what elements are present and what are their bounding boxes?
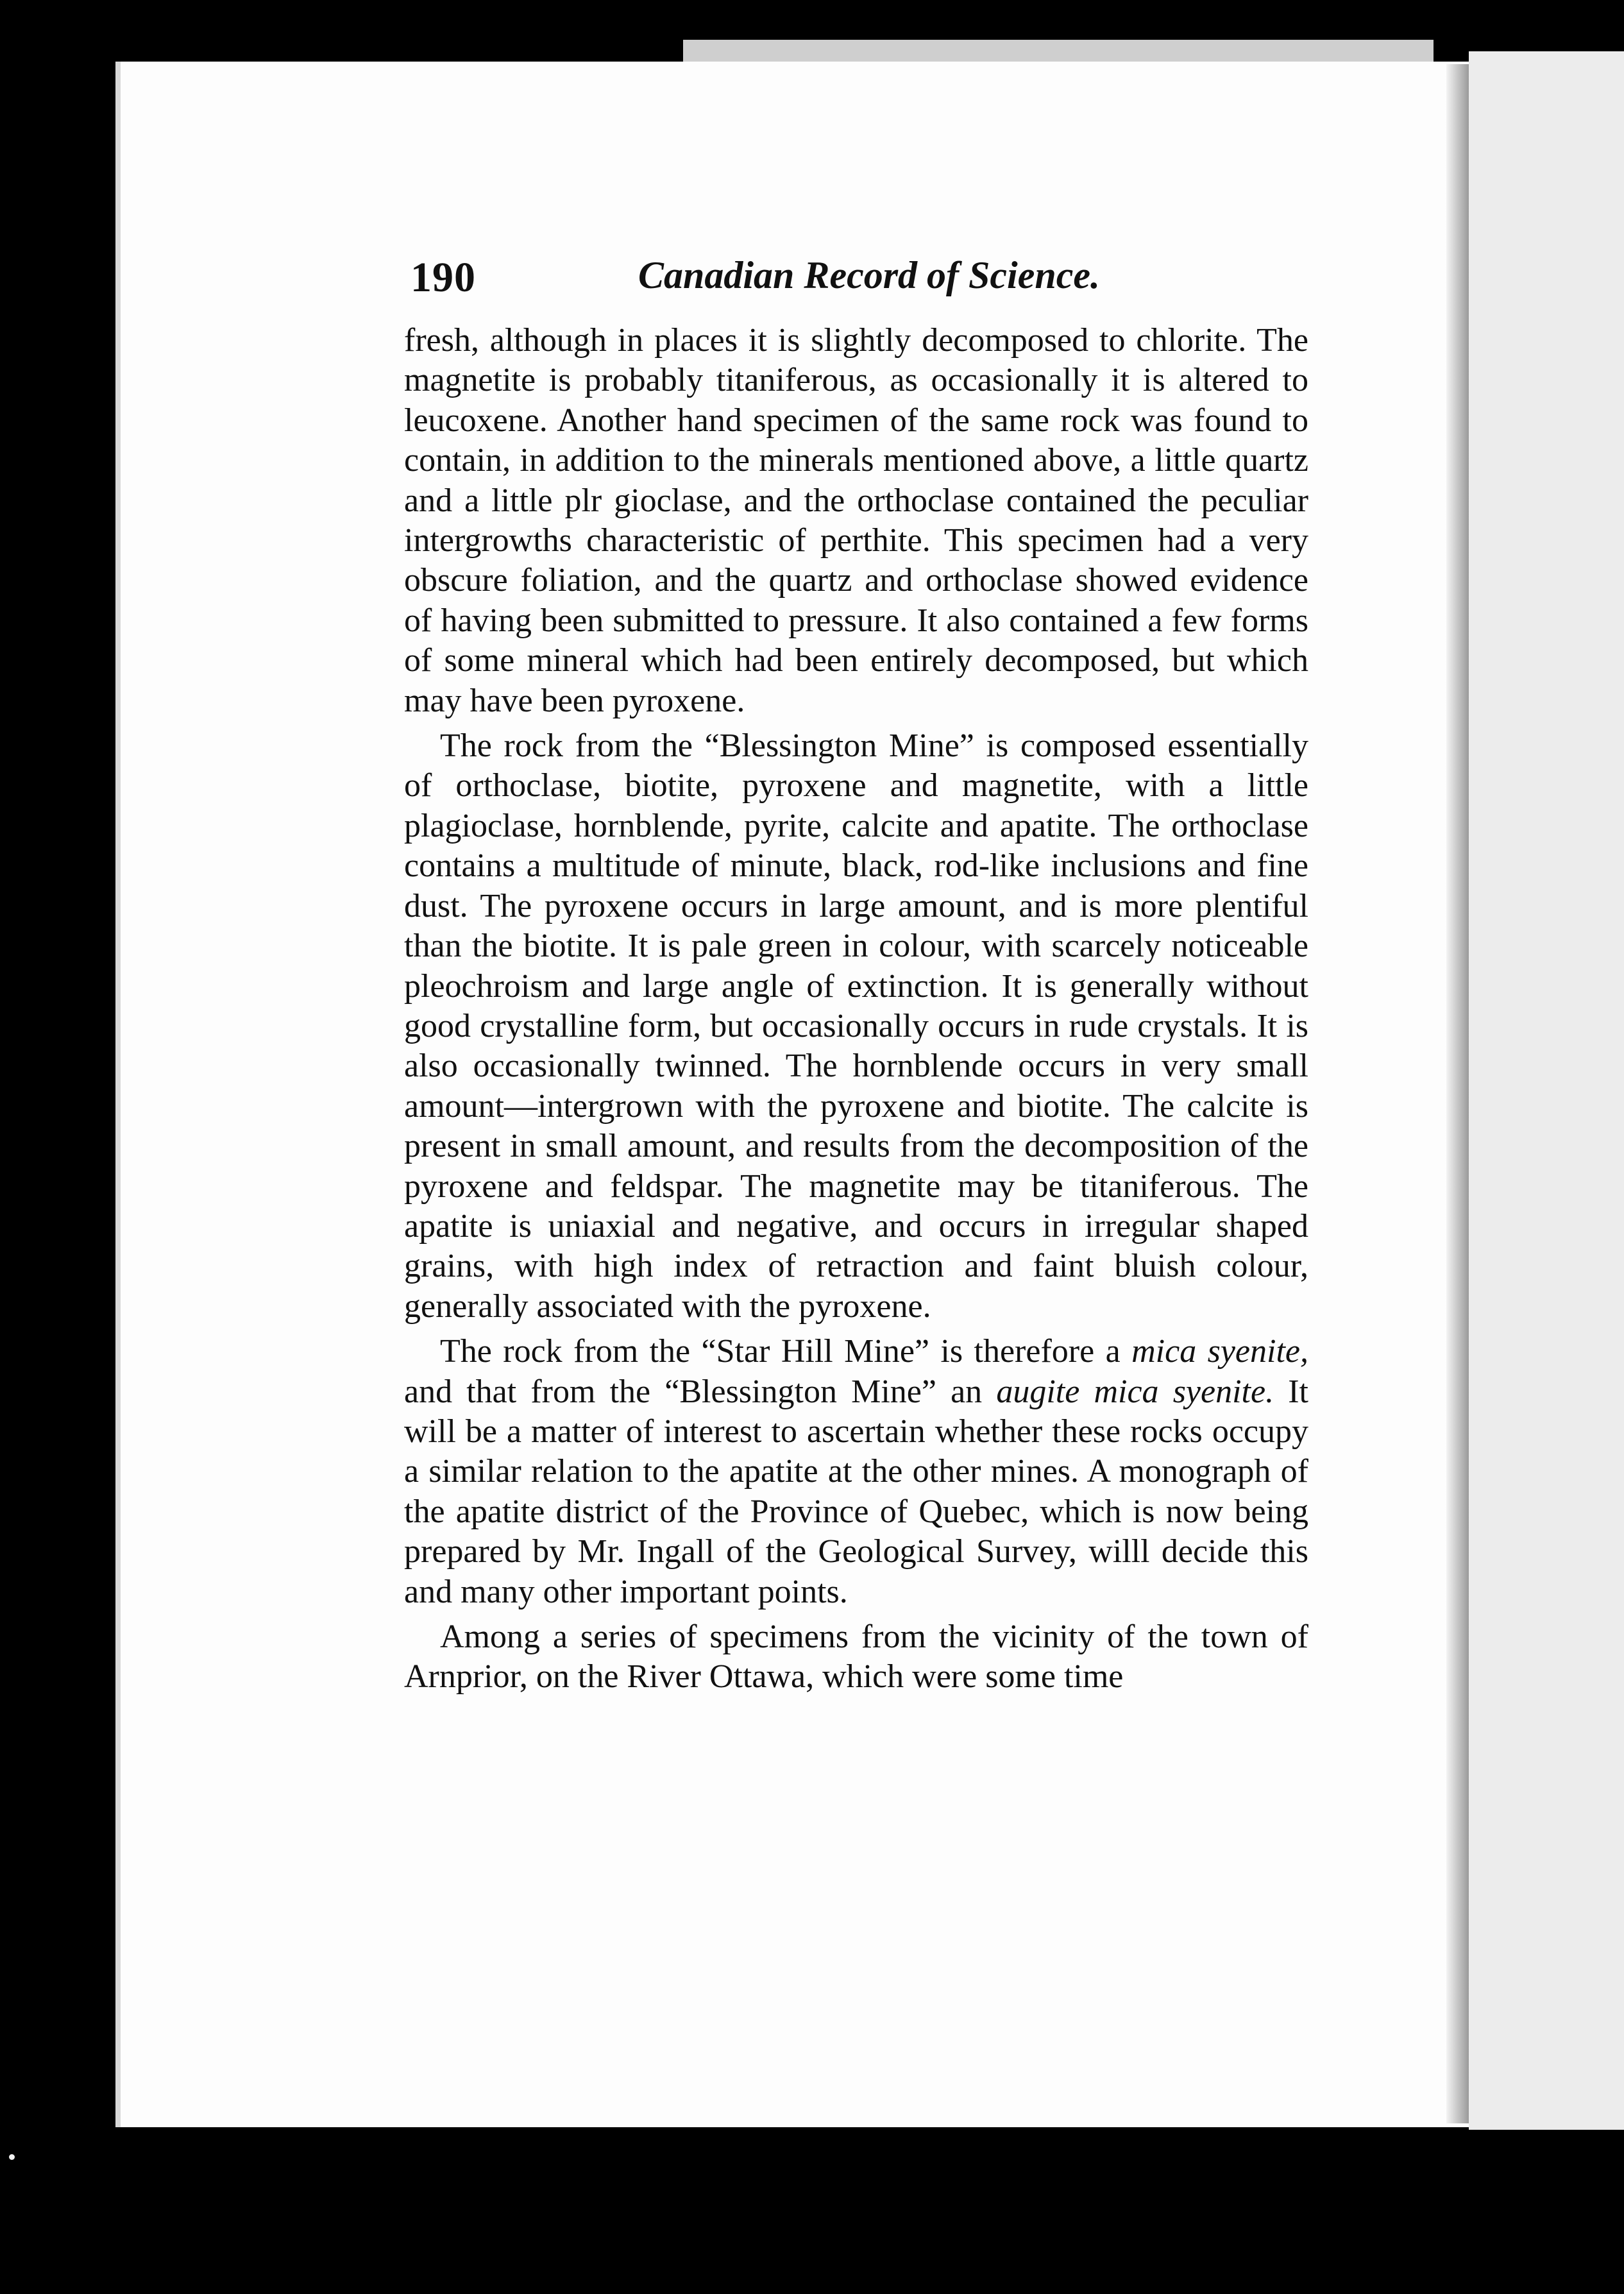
- paragraph-3-rock-name-1: mica syenite,: [1131, 1333, 1308, 1370]
- paragraph-3: [404, 1332, 1308, 1612]
- paragraph-3-part-3: It will be a matter of interest to ascertain whether these rocks occupy a similar relation to the apatite at the other mines. A monograph of the apatite district of the Province of Quebec, which is now being prepared by Mr. Ingall of the Geological Survey, willl decide this and many other important points.: [404, 1373, 1308, 1610]
- page-gutter-shadow: [1446, 64, 1469, 2123]
- page-number: 190: [410, 254, 476, 301]
- paragraph-3-rock-name-2: augite mica syenite.: [996, 1373, 1274, 1410]
- journal-title: Canadian Record of Science.: [638, 254, 1100, 296]
- underlying-page-right-edge: [1469, 51, 1624, 2130]
- paragraph-3-part-2: and that from the “Blessington Mine” an: [404, 1373, 997, 1410]
- paragraph-3-part-1: The rock from the “Star Hill Mine” is therefore a: [440, 1333, 1132, 1370]
- scan-speck: [9, 2154, 15, 2160]
- paragraph-4: Among a series of specimens from the vicinity of the town of Arnprior, on the River Ottawa, which were some time: [404, 1619, 1308, 1695]
- body-text: [404, 321, 1308, 1697]
- paragraph-2: The rock from the “Blessington Mine” is composed essentially of orthoclase, biotite, pyroxene and magnetite, with a little plagioclase, hornblende, pyrite, calcite and apatite. The orthoclase contains a multitude of minute, black, rod-like inclusions and fine dust. The pyroxene occurs in large amount, and is more plentiful than the biotite. It is pale green in colour, with scarcely noticeable pleochroism and large angle of extinction. It is generally without good crystalline form, but occasionally occurs in rude crystals. It is also occasionally twinned. The hornblende occurs in very small amount—intergrown with the pyroxene and biotite. The calcite is present in small amount, and results from the decomposition of the pyroxene and feldspar. The magnetite may be titaniferous. The apatite is uniaxial and negative, and occurs in irregular shaped grains, with high index of retraction and faint bluish colour, generally associated with the pyroxene.: [404, 727, 1308, 1325]
- running-head: [410, 253, 1100, 305]
- paragraph-1: fresh, although in places it is slightly decomposed to chlorite. The magnetite is probably titaniferous, as occasionally it is altered to leucoxene. Another hand specimen of the same rock was found to contain, in addition to the minerals mentioned above, a little quartz and a little plr gioclase, and the orthoclase contained the peculiar intergrowths characteristic of perthite. This specimen had a very obscure foliation, and the quartz and orthoclase showed evidence of having been submitted to pressure. It also contained a few forms of some mineral which had been entirely decomposed, but which may have been pyroxene.: [404, 322, 1308, 719]
